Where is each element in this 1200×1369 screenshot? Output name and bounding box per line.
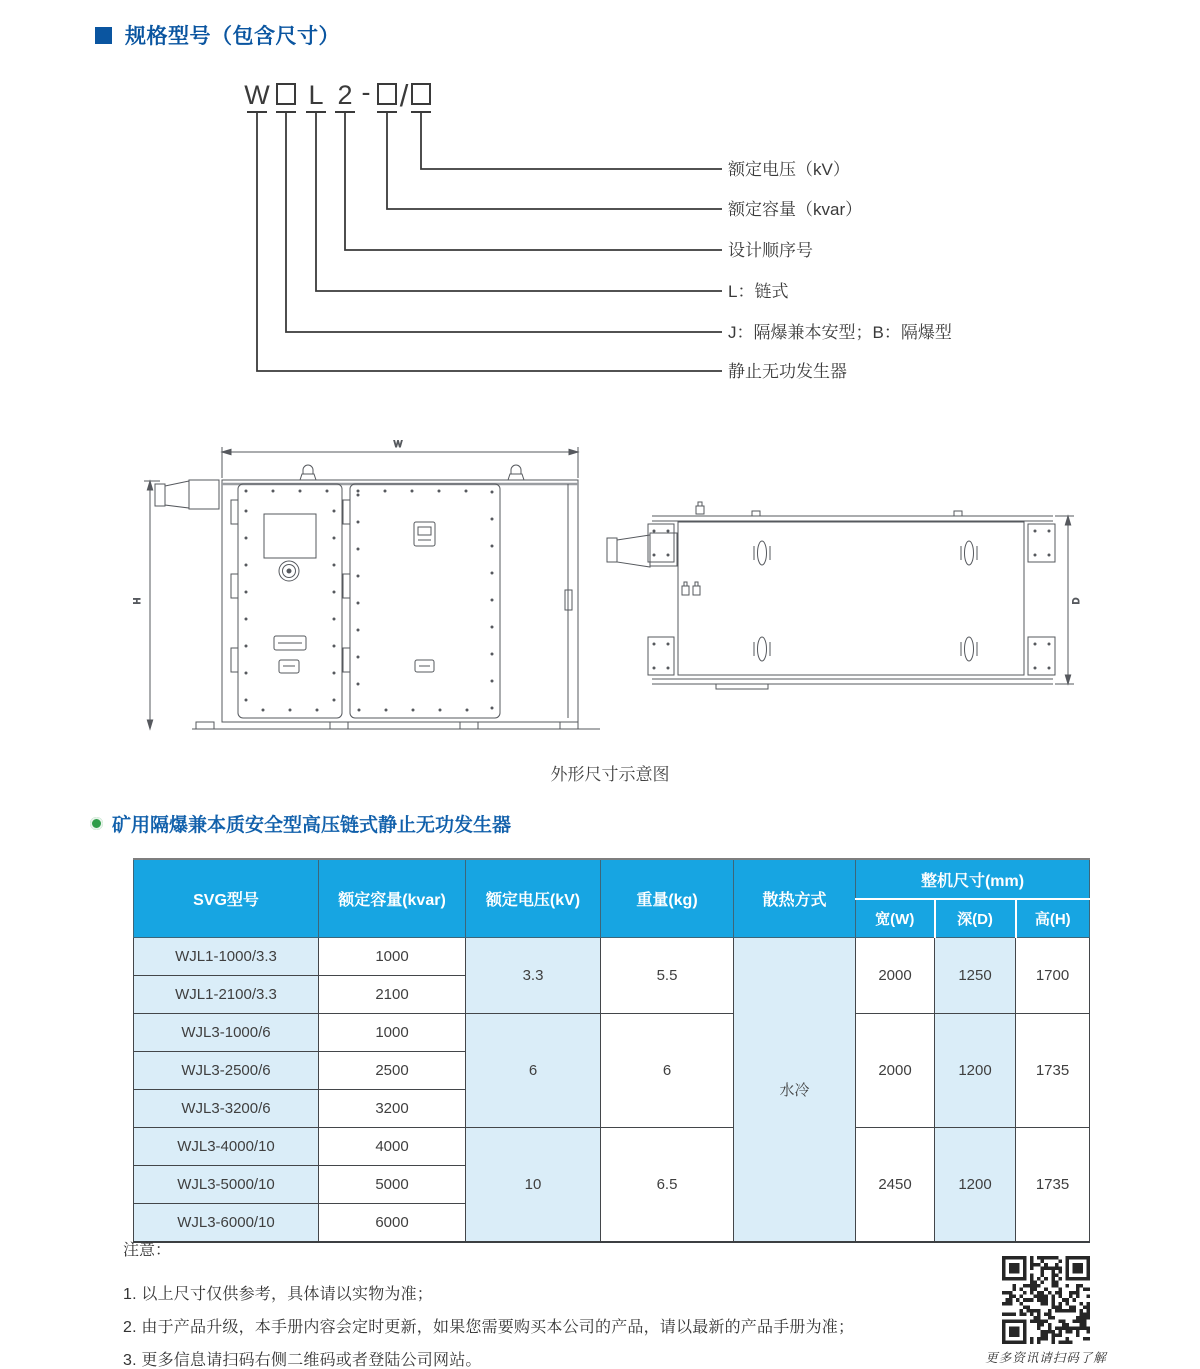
cell-model: WJL3-5000/10	[134, 1166, 319, 1204]
cell-capacity: 5000	[319, 1166, 466, 1204]
table-row	[134, 1014, 1090, 1052]
col-header-weight: 重量(kg)	[601, 859, 734, 938]
cell-weight: 6	[601, 1014, 734, 1128]
display-window	[264, 514, 316, 558]
section-title: 矿用隔爆兼本质安全型高压链式静止无功发生器	[112, 815, 512, 836]
cell-width: 2000	[856, 1014, 935, 1128]
cell-model: WJL1-1000/3.3	[134, 938, 319, 976]
cell-model: WJL3-3200/6	[134, 1090, 319, 1128]
cell-height: 1700	[1016, 938, 1090, 1014]
table-row	[134, 1128, 1090, 1166]
cell-capacity: 6000	[319, 1204, 466, 1243]
label-rated-capacity: 额定容量（kvar）	[728, 200, 863, 219]
cable-gland-icon	[155, 480, 219, 509]
cell-model: WJL3-1000/6	[134, 1014, 319, 1052]
label-svg-generator: 静止无功发生器	[728, 362, 847, 381]
dim-height-label: H	[132, 597, 142, 605]
col-header-dimensions: 整机尺寸(mm)	[856, 859, 1090, 899]
col-header-depth: 深(D)	[935, 899, 1016, 938]
mounting-slots	[754, 541, 977, 661]
notes-block	[123, 1240, 983, 1369]
col-header-capacity: 额定容量(kvar)	[319, 859, 466, 938]
model-box-placeholder	[277, 84, 295, 104]
cell-weight: 5.5	[601, 938, 734, 1014]
notes-heading: 注意：	[123, 1242, 172, 1259]
model-box-placeholder	[412, 84, 430, 104]
col-header-width: 宽(W)	[856, 899, 935, 938]
model-designation-diagram	[240, 66, 1000, 400]
cell-height: 1735	[1016, 1128, 1090, 1243]
lifting-eye-icon	[508, 465, 524, 480]
section-title-row	[90, 810, 511, 837]
note-item: 3. 更多信息请扫码右侧二维码或者登陆公司网站。	[123, 1352, 482, 1369]
spec-table-container	[133, 858, 1090, 1243]
green-dot-icon	[90, 817, 103, 830]
cell-width: 2450	[856, 1128, 935, 1243]
label-design-seq: 设计顺序号	[728, 241, 813, 260]
dim-depth-label: D	[1071, 597, 1081, 605]
front-view-dimensions	[132, 439, 578, 729]
model-labels	[728, 160, 952, 381]
model-char-l: L	[308, 80, 324, 110]
cell-height: 1735	[1016, 1014, 1090, 1128]
drawing-caption: 外形尺寸示意图	[550, 765, 670, 784]
table-row	[134, 938, 1090, 976]
col-header-model: SVG型号	[134, 859, 319, 938]
cell-voltage: 3.3	[466, 938, 601, 1014]
cell-cooling: 水冷	[734, 938, 856, 1243]
label-chain-type: L：链式	[728, 282, 789, 301]
cell-capacity: 3200	[319, 1090, 466, 1128]
cell-capacity: 2100	[319, 976, 466, 1014]
dim-width-label: W	[393, 439, 403, 449]
cell-model: WJL3-6000/10	[134, 1204, 319, 1243]
note-item: 2. 由于产品升级，本手册内容会定时更新，如果您需要购买本公司的产品，请以最新的产品手册为准；	[123, 1319, 855, 1336]
page-title: 规格型号（包含尺寸）	[125, 25, 340, 48]
cell-capacity: 1000	[319, 1014, 466, 1052]
model-char-2: 2	[337, 80, 353, 110]
cell-depth: 1250	[935, 938, 1016, 1014]
label-protection-type: J：隔爆兼本安型；B：隔爆型	[728, 323, 952, 342]
lifting-eye-icon	[300, 465, 316, 480]
qr-caption: 更多资讯请扫码了解	[985, 1351, 1107, 1365]
col-header-height: 高(H)	[1016, 899, 1090, 938]
cell-model: WJL3-4000/10	[134, 1128, 319, 1166]
cell-weight: 6.5	[601, 1128, 734, 1243]
cell-capacity: 1000	[319, 938, 466, 976]
model-code	[244, 77, 430, 113]
outline-drawings	[130, 420, 1100, 750]
cell-depth: 1200	[935, 1014, 1016, 1128]
qr-code-image	[1002, 1256, 1090, 1344]
cell-capacity: 2500	[319, 1052, 466, 1090]
cell-voltage: 6	[466, 1014, 601, 1128]
col-header-voltage: 额定电压(kV)	[466, 859, 601, 938]
cell-capacity: 4000	[319, 1128, 466, 1166]
model-char-slash: /	[399, 78, 409, 113]
blue-square-icon	[95, 27, 112, 44]
cell-width: 2000	[856, 938, 935, 1014]
model-char-dash: -	[361, 77, 371, 107]
spec-table	[133, 858, 1090, 1243]
label-rated-voltage: 额定电压（kV）	[728, 160, 850, 179]
page-title-row	[95, 20, 340, 50]
col-header-cooling: 散热方式	[734, 859, 856, 938]
top-view-drawing	[607, 502, 1055, 689]
model-box-placeholder	[378, 84, 396, 104]
qr-code	[1002, 1256, 1090, 1344]
cell-depth: 1200	[935, 1128, 1016, 1243]
cell-voltage: 10	[466, 1128, 601, 1243]
model-char-w: W	[244, 80, 270, 110]
model-connector-lines	[257, 112, 722, 371]
bracket-bolt-holes	[653, 530, 1051, 670]
cell-model: WJL1-2100/3.3	[134, 976, 319, 1014]
cell-model: WJL3-2500/6	[134, 1052, 319, 1090]
front-view-drawing	[155, 465, 600, 729]
top-view-dimensions	[1055, 516, 1081, 684]
note-item: 1. 以上尺寸仅供参考，具体请以实物为准；	[123, 1286, 433, 1303]
door-knob-icon	[279, 561, 299, 581]
